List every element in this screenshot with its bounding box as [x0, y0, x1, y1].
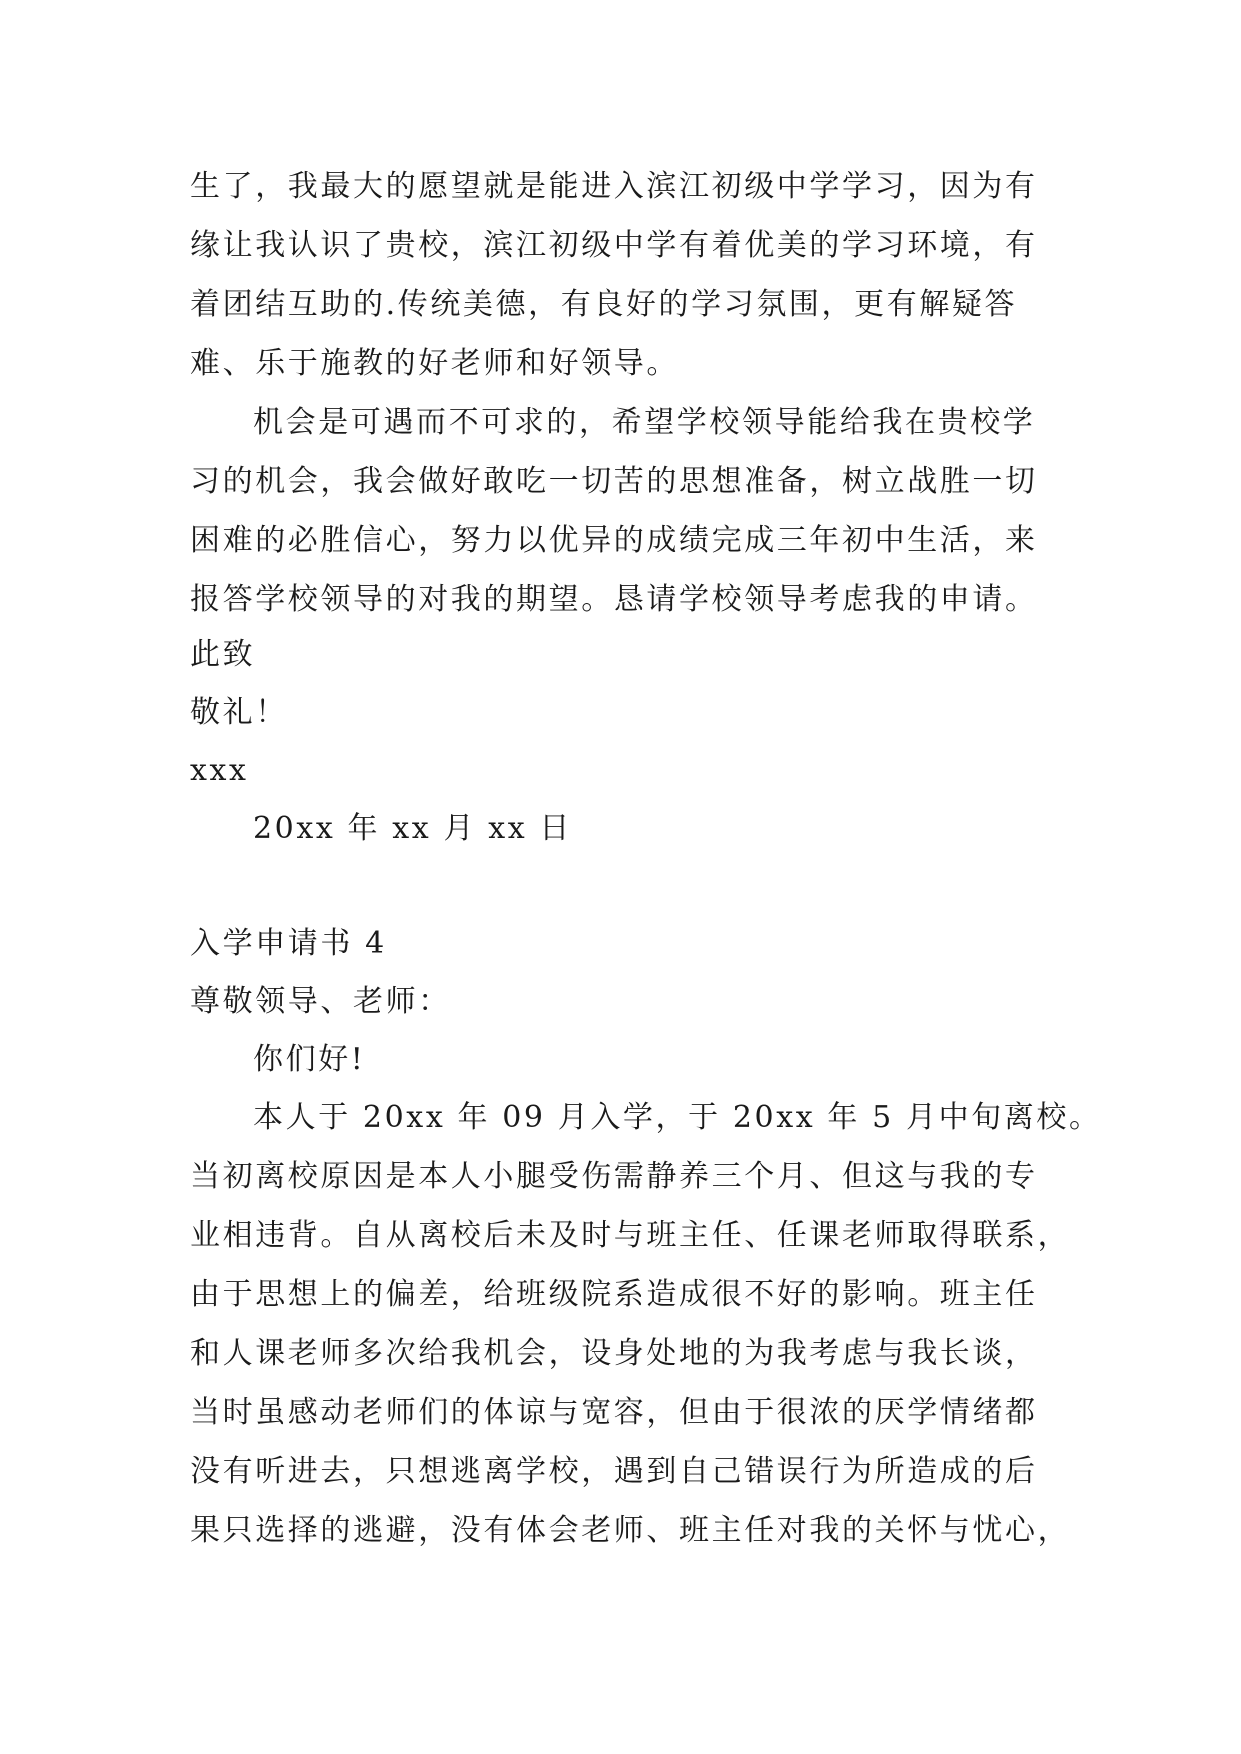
paragraph-first-line: 本人于 20xx 年 09 月入学，于 20xx 年 5 月中旬离校。 [253, 1100, 1102, 1135]
closing-jingli: 敬礼！ [190, 695, 288, 730]
greeting: 你们好! [253, 1042, 366, 1077]
body-line: 缘让我认识了贵校，滨江初级中学有着优美的学习环境，有 [190, 228, 1038, 263]
body-line: 着团结互助的.传统美德，有良好的学习氛围，更有解疑答 [190, 287, 1018, 322]
date-line: 20xx 年 xx 月 xx 日 [253, 811, 572, 846]
paragraph-first-line: 机会是可遇而不可求的，希望学校领导能给我在贵校学 [253, 405, 1036, 440]
body-line: 业相违背。自从离校后未及时与班主任、任课老师取得联系， [190, 1218, 1071, 1253]
body-line: 难、乐于施教的好老师和好领导。 [190, 346, 679, 381]
signature: xxx [190, 753, 249, 788]
body-line: 习的机会，我会做好敢吃一切苦的思想准备，树立战胜一切 [190, 464, 1038, 499]
body-line: 困难的必胜信心，努力以优异的成绩完成三年初中生活，来 [190, 523, 1038, 558]
closing-zhici: 此致 [190, 637, 256, 672]
body-line: 果只选择的逃避，没有体会老师、班主任对我的关怀与忧心， [190, 1513, 1071, 1548]
body-line: 和人课老师多次给我机会，设身处地的为我考虑与我长谈， [190, 1336, 1038, 1371]
body-line: 当初离校原因是本人小腿受伤需静养三个月、但这与我的专 [190, 1159, 1038, 1194]
body-line: 当时虽感动老师们的体谅与宽容，但由于很浓的厌学情绪都 [190, 1395, 1038, 1430]
body-line: 报答学校领导的对我的期望。恳请学校领导考虑我的申请。 [190, 582, 1038, 617]
body-line: 由于思想上的偏差，给班级院系造成很不好的影响。班主任 [190, 1277, 1038, 1312]
body-line: 生了，我最大的愿望就是能进入滨江初级中学学习，因为有 [190, 169, 1038, 204]
body-line: 没有听进去，只想逃离学校，遇到自己错误行为所造成的后 [190, 1454, 1038, 1489]
section-title: 入学申请书 4 [190, 926, 387, 961]
salutation: 尊敬领导、老师： [190, 984, 451, 1019]
